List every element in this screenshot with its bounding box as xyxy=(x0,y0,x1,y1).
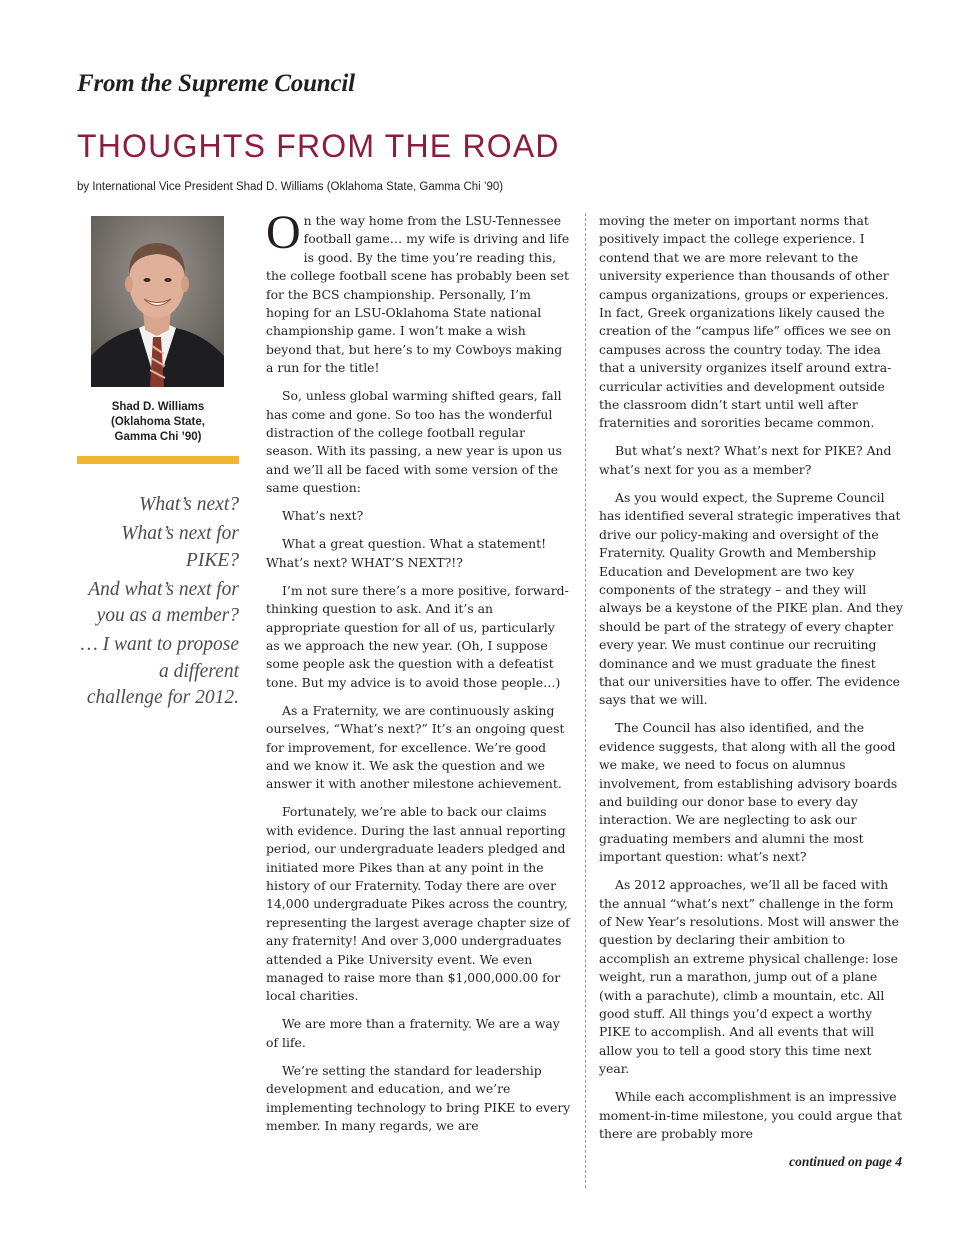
paragraph xyxy=(266,206,571,378)
pull-quote-line: … I want to propose a different challenge for 2012. xyxy=(80,634,239,709)
page-title: THOUGHTS FROM THE ROAD xyxy=(77,128,560,164)
article-column-2 xyxy=(599,212,904,1153)
caption-school: (Oklahoma State, xyxy=(111,416,205,428)
paragraph: I’m not sure there’s a more positive, forward-thinking question to ask. And it’s an appropriate question for all of us, particularly as we approach the new year. (Oh, I suppose some people ask the question with a defeatist tone. But my advice is to avoid those people…) xyxy=(266,582,569,690)
paragraph: As you would expect, the Supreme Council has identified several strategic imperatives that drive our policy-making and oversight of the Fraternity. Quality Growth and Membership Education and Development are two key components of the strategy – and they will always be a keystone of the PIKE plan. And they should be part of the strategy of every chapter every year. We must continue our recruiting dominance and we must graduate the finest that our universities have to offer. The evidence says that we will. xyxy=(599,489,903,708)
pull-quote-line: What’s next for PIKE? xyxy=(121,523,239,571)
article-column-1 xyxy=(266,206,571,1145)
paragraph: moving the meter on important norms that positively impact the college experience. I contend that we are more relevant to the university experience than thousands of other campus organizations, groups or experiences. In fact, Greek organizations likely caused the creation of the “campus life” offices we see on campuses across the country today. The idea that a university organizes itself around extra-curricular activities and development outside the classroom didn’t start until well after fraternities and sororities became common. xyxy=(599,213,892,431)
continued-link[interactable]: continued on page 4 xyxy=(789,1154,902,1169)
gold-divider xyxy=(77,456,239,464)
paragraph: While each accomplishment is an impressive moment-in-time milestone, you could argue that there are probably more xyxy=(599,1089,902,1142)
paragraph: The Council has also identified, and the evidence suggests, that along with all the good we make, we need to focus on alumnus involvement, from establishing advisory boards and building our donor base to every day interaction. We are neglecting to ask our graduating members and alumni the most important question: what’s next? xyxy=(599,720,898,865)
photo-caption xyxy=(96,400,220,445)
paragraph-text: n the way home from the LSU-Tennessee football game… my wife is driving and life is good. By the time you’re reading this, the college football scene has probably been set for the BCS championship. Personally, I’m hoping for an LSU-Oklahoma State national championship game. I won’t make a wish beyond that, but here’s to my Cowboys making a run for the title! xyxy=(266,213,570,376)
caption-chapter: Gamma Chi ’90) xyxy=(114,431,202,443)
paragraph: We are more than a fraternity. We are a way of life. xyxy=(266,1016,560,1050)
byline: by International Vice President Shad D. Williams (Oklahoma State, Gamma Chi ’90) xyxy=(77,181,504,193)
paragraph: As 2012 approaches, we’ll all be faced with the annual “what’s next” challenge in the form of New Year’s resolutions. Most will answer the question by declaring their ambition to accomplish an extreme physical challenge: lose weight, run a marathon, jump out of a plane (with a parachute), climb a mountain, etc. All good stuff. All things you’d expect a worthy PIKE to accomplish. And all events that will allow you to tell a good story this time next year. xyxy=(599,877,899,1077)
drop-cap: O xyxy=(266,206,301,259)
section-label: From the Supreme Council xyxy=(77,70,355,97)
paragraph: We’re setting the standard for leadership development and education, and we’re implementing technology to bring PIKE to every member. In many regards, we are xyxy=(266,1062,571,1134)
paragraph: What’s next? xyxy=(282,508,364,524)
pull-quote-line: What’s next? xyxy=(139,494,239,515)
paragraph: What a great question. What a statement! What’s next? WHAT’S NEXT?!? xyxy=(266,536,547,570)
column-divider xyxy=(585,213,586,1188)
author-photo xyxy=(91,216,224,387)
paragraph: Fortunately, we’re able to back our claims with evidence. During the last annual reporting period, our undergraduate leaders pledged and initiated more Pikes than at any point in the history of our Fraternity. Today there are over 14,000 undergraduate Pikes across the country, representing the largest average chapter size of any fraternity! And over 3,000 undergraduates attended a Pike University event. We even managed to raise more than $1,000,000.00 for local charities. xyxy=(266,804,570,1004)
paragraph: So, unless global warming shifted gears, fall has come and gone. So too has the wonderful distraction of the college football regular season. With its passing, a new year is upon us and we’ll all be faced with some version of the same question: xyxy=(266,388,562,496)
paragraph: But what’s next? What’s next for PIKE? And what’s next for you as a member? xyxy=(599,443,892,477)
pull-quote-line: And what’s next for you as a member? xyxy=(88,578,239,627)
pull-quote xyxy=(80,492,239,714)
paragraph: As a Fraternity, we are continuously asking ourselves, “What’s next?” It’s an ongoing quest for improvement, for excellence. We’re good and we know it. We ask the question and we answer it with another milestone achievement. xyxy=(266,702,565,792)
caption-name: Shad D. Williams xyxy=(111,401,205,413)
